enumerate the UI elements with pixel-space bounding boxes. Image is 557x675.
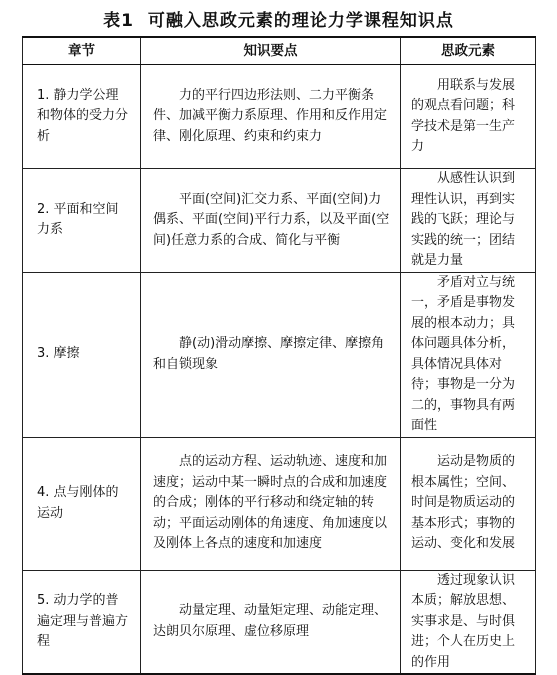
table-title-text: 可融入思政元素的理论力学课程知识点 — [147, 11, 454, 31]
row-knowledge-points: 动量定理、动量矩定理、动能定理、达朗贝尔原理、虚位移原理 — [141, 570, 401, 674]
row-knowledge-points: 点的运动方程、运动轨迹、速度和加速度；运动中某一瞬时点的合成和加速度的合成；刚体的平行移动和绕定轴的转动；平面运动刚体的角速度、角加速度以及刚体上各点的速度和加速度 — [141, 437, 401, 570]
row-knowledge-points: 静(动)滑动摩擦、摩擦定律、摩擦角和自锁现象 — [141, 272, 401, 437]
table-row — [23, 570, 536, 674]
row-chapter: 4. 点与刚体的运动 — [23, 437, 141, 570]
row-chapter: 2. 平面和空间力系 — [23, 169, 141, 273]
row-ideological-elements: 矛盾对立与统一，矛盾是事物发展的根本动力；具体问题具体分析，具体情况具体对待；事物是一分为二的，事物具有两面性 — [401, 272, 536, 437]
table-header-row — [23, 37, 536, 65]
table-row — [23, 437, 536, 570]
row-knowledge-points: 平面(空间)汇交力系、平面(空间)力偶系、平面(空间)平行力系，以及平面(空间)任意力系的合成、简化与平衡 — [141, 169, 401, 273]
header-chapter: 章节 — [23, 37, 141, 65]
row-ideological-elements: 运动是物质的根本属性；空间、时间是物质运动的基本形式；事物的运动、变化和发展 — [401, 437, 536, 570]
knowledge-table — [22, 36, 536, 675]
header-knowledge-points: 知识要点 — [141, 37, 401, 65]
row-ideological-elements: 透过现象认识本质；解放思想、实事求是、与时俱进；个人在历史上的作用 — [401, 570, 536, 674]
table-row — [23, 169, 536, 273]
table-title — [0, 6, 557, 30]
row-knowledge-points: 力的平行四边形法则、二力平衡条件、加减平衡力系原理、作用和反作用定律、刚化原理、约束和约束力 — [141, 65, 401, 169]
row-chapter: 3. 摩擦 — [23, 272, 141, 437]
row-ideological-elements: 用联系与发展的观点看问题；科学技术是第一生产力 — [401, 65, 536, 169]
row-chapter: 1. 静力学公理和物体的受力分析 — [23, 65, 141, 169]
table-number: 表1 — [103, 11, 134, 31]
row-ideological-elements: 从感性认识到理性认识，再到实践的飞跃；理论与实践的统一；团结就是力量 — [401, 169, 536, 273]
header-ideological-elements: 思政元素 — [401, 37, 536, 65]
table-row — [23, 65, 536, 169]
table-row — [23, 272, 536, 437]
row-chapter: 5. 动力学的普遍定理与普遍方程 — [23, 570, 141, 674]
